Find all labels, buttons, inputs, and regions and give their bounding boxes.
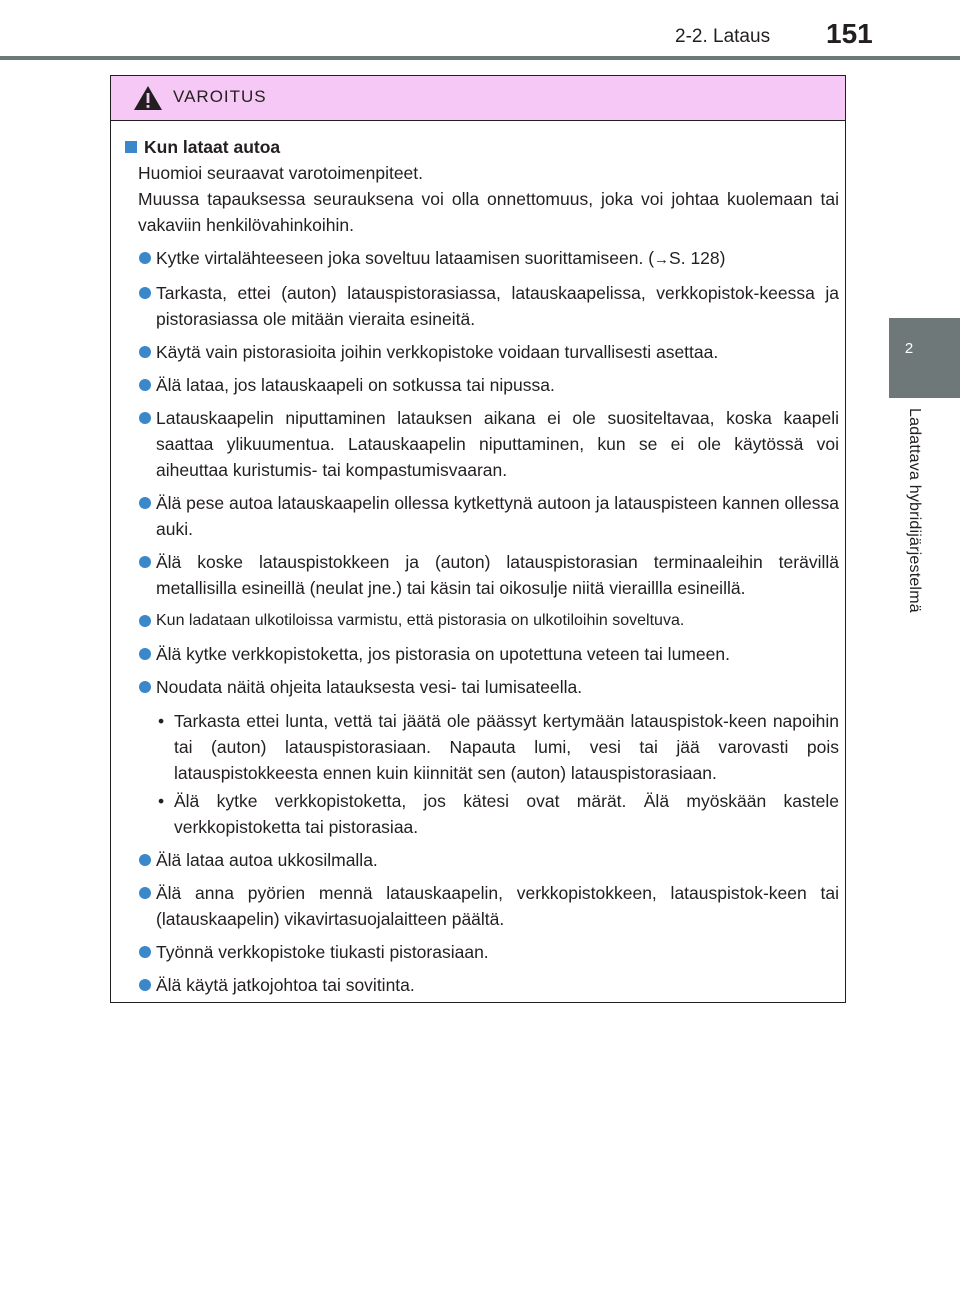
intro-line: Huomioi seuraavat varotoimenpiteet.	[138, 163, 424, 183]
warning-triangle-icon	[133, 85, 163, 111]
warning-box	[110, 75, 846, 1003]
list-item: Älä lataa, jos latauskaapeli on sotkussa tai nipussa.	[125, 372, 839, 398]
list-item: Työnnä verkkopistoke tiukasti pistorasiaan.	[125, 939, 839, 965]
circle-bullet-icon	[139, 412, 151, 424]
list-item: Älä koske latauspistokkeen ja (auton) latauspistorasian terminaaleihin terävillä metallisilla esineillä (neulat jne.) tai käsin tai oikosulje niitä vieraillla esineillä.	[125, 549, 839, 601]
arrow-icon: →	[654, 251, 670, 268]
section-title-text: Kun lataat autoa	[144, 137, 281, 157]
circle-bullet-icon	[139, 946, 151, 958]
list-item: Älä anna pyörien mennä latauskaapelin, verkkopistokkeen, latauspistok-keen tai (latauskaapelin) vikavirtasuojalaitteen päältä.	[125, 880, 839, 932]
chapter-title: Ladattava hybridijärjestelmä	[906, 408, 923, 613]
list-item: Kytke virtalähteeseen joka soveltuu lataamisen suorittamiseen. (→S. 128)	[125, 245, 839, 273]
section-title	[125, 134, 839, 160]
list-item: Tarkasta, ettei (auton) latauspistorasiassa, latauskaapelissa, verkkopistok-keessa ja pistorasiassa ole mitään vieraita esineitä.	[125, 280, 839, 332]
chapter-tab	[889, 318, 960, 398]
page-reference[interactable]: S. 128)	[669, 248, 726, 268]
chapter-number: 2	[904, 340, 914, 357]
intro-text	[125, 160, 839, 238]
warning-title: VAROITUS	[173, 87, 267, 106]
circle-bullet-icon	[139, 379, 151, 391]
circle-bullet-icon	[139, 648, 151, 660]
circle-bullet-icon	[139, 887, 151, 899]
circle-bullet-icon	[139, 287, 151, 299]
header-rule	[0, 56, 960, 60]
circle-bullet-icon	[139, 252, 151, 264]
circle-bullet-icon	[139, 854, 151, 866]
intro-line: Muussa tapauksessa seurauksena voi olla onnettomuus, joka voi johtaa kuolemaan tai vakaviin henkilövahinkoihin.	[138, 189, 839, 235]
section-heading: 2-2. Lataus	[675, 26, 771, 47]
list-item: Älä pese autoa latauskaapelin ollessa kytkettynä autoon ja latauspisteen kannen ollessa auki.	[125, 490, 839, 542]
list-item: Kun ladataan ulkotiloissa varmistu, että pistorasia on ulkotiloihin soveltuva.	[125, 608, 839, 634]
list-item: Käytä vain pistorasioita joihin verkkopistoke voidaan turvallisesti asettaa.	[125, 339, 839, 365]
circle-bullet-icon	[139, 497, 151, 509]
circle-bullet-icon	[139, 681, 151, 693]
list-item: Latauskaapelin niputtaminen latauksen aikana ei ole suositeltavaa, koska kaapeli saattaa ylikuumentua. Latauskaapelin niputtaminen, kun se ei ole käytössä voi aiheuttaa kuristumis- tai kompastumisvaaran.	[125, 405, 839, 483]
sub-list-item: • Tarkasta ettei lunta, vettä tai jäätä ole päässyt kertymään latauspistok-keen napoihin tai (auton) latauspistorasiaan. Napauta lumi, vesi tai jää varovasti pois latauspistokkeesta ennen kuin kiinnität sen (auton) latauspistorasiaan.	[125, 708, 839, 786]
list-item: Älä lataa autoa ukkosilmalla.	[125, 847, 839, 873]
sub-list	[125, 708, 839, 840]
dot-bullet: •	[158, 791, 165, 811]
list-item: Älä kytke verkkopistoketta, jos pistorasia on upotettuna veteen tai lumeen.	[125, 641, 839, 667]
page-number: 151	[826, 18, 873, 49]
circle-bullet-icon	[139, 979, 151, 991]
circle-bullet-icon	[139, 556, 151, 568]
warning-content	[125, 134, 839, 998]
warning-header	[111, 76, 845, 121]
sub-list-item: • Älä kytke verkkopistoketta, jos kätesi ovat märät. Älä myöskään kastele verkkopistoketta tai pistorasiaa.	[125, 788, 839, 840]
list-item: Älä käytä jatkojohtoa tai sovitinta.	[125, 972, 839, 998]
list-item: Noudata näitä ohjeita latauksesta vesi- tai lumisateella.	[125, 674, 839, 700]
circle-bullet-icon	[139, 615, 151, 627]
dot-bullet: •	[158, 711, 165, 731]
square-bullet-icon	[125, 141, 137, 153]
circle-bullet-icon	[139, 346, 151, 358]
